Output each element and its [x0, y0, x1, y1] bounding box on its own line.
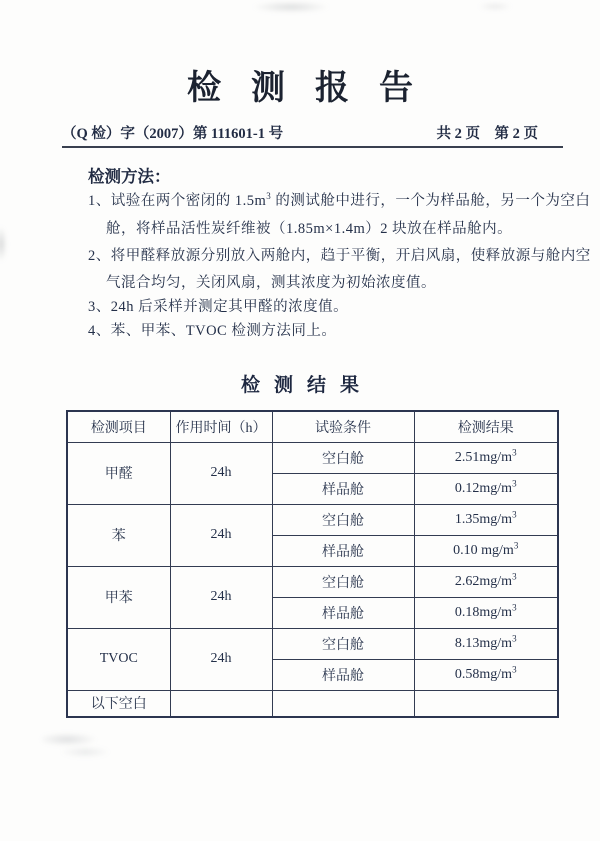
condition-cell: 空白舱 — [272, 566, 414, 597]
scan-smudge — [478, 2, 512, 11]
column-header-item: 检测项目 — [67, 411, 170, 442]
condition-cell: 空白舱 — [272, 504, 414, 535]
column-header-time: 作用时间（h） — [170, 411, 272, 442]
result-value: 0.58mg/m — [454, 666, 513, 682]
duration-cell: 24h — [170, 628, 272, 690]
doc-number: （Q 检）字（2007）第 111601-1 号 — [62, 126, 284, 142]
method-line — [106, 273, 436, 293]
result-cell — [414, 442, 558, 473]
results-table — [66, 410, 559, 718]
footer-note-cell: 以下空白 — [67, 690, 170, 717]
result-cell — [414, 504, 558, 535]
result-cell — [414, 473, 558, 504]
column-header-condition: 试验条件 — [272, 411, 414, 442]
result-cell — [414, 535, 558, 566]
document-header-row — [62, 122, 538, 143]
results-heading: 检测结果 — [240, 375, 373, 396]
superscript: 3 — [512, 663, 517, 674]
method-line — [106, 219, 512, 239]
superscript: 3 — [512, 632, 517, 643]
superscript: 3 — [512, 508, 517, 519]
result-value: 2.51mg/m — [454, 449, 513, 465]
condition-cell: 样品舱 — [272, 473, 414, 504]
scan-smudge — [0, 226, 7, 262]
condition-cell: 样品舱 — [272, 597, 414, 628]
method-line — [88, 297, 348, 317]
condition-cell: 样品舱 — [272, 659, 414, 690]
empty-cell — [272, 690, 414, 717]
result-value: 8.13mg/m — [454, 635, 513, 651]
result-value: 0.10 mg/m — [453, 542, 514, 558]
item-cell: TVOC — [67, 628, 170, 690]
method-text: 1、试验在两个密闭的 1.5m — [88, 193, 267, 209]
method-text: 4、苯、甲苯、TVOC 检测方法同上。 — [88, 323, 337, 339]
method-text: 的测试舱中进行，一个为样品舱，另一个为空白 — [271, 193, 591, 209]
superscript: 3 — [513, 539, 519, 550]
method-text: 舱，将样品活性炭纤维被（1.85m×1.4m）2 块放在样品舱内。 — [106, 221, 513, 237]
condition-cell: 样品舱 — [272, 535, 414, 566]
empty-cell — [170, 690, 272, 717]
item-cell: 苯 — [67, 504, 170, 566]
result-cell — [414, 628, 558, 659]
page-indicator: 共 2 页 第 2 页 — [436, 126, 538, 142]
method-line — [88, 191, 590, 211]
result-cell — [414, 659, 558, 690]
result-cell — [414, 566, 558, 597]
superscript: 3 — [266, 191, 272, 202]
superscript: 3 — [512, 477, 517, 488]
item-cell: 甲醛 — [67, 442, 170, 504]
condition-cell: 空白舱 — [272, 628, 414, 659]
empty-cell — [414, 690, 558, 717]
column-header-result: 检测结果 — [414, 411, 558, 442]
result-value: 0.12mg/m — [454, 480, 513, 496]
superscript: 3 — [512, 601, 517, 612]
scan-smudge — [42, 731, 114, 759]
methods-heading: 检测方法： — [88, 167, 171, 186]
result-cell — [414, 597, 558, 628]
result-value: 1.35mg/m — [454, 511, 513, 527]
duration-cell: 24h — [170, 504, 272, 566]
report-title: 检测报告 — [187, 70, 443, 107]
method-text: 2、将甲醛释放源分别放入两舱内，趋于平衡，开启风扇，使释放源与舱内空 — [88, 248, 591, 264]
method-line — [88, 246, 591, 266]
method-line — [88, 321, 336, 341]
duration-cell: 24h — [170, 566, 272, 628]
condition-cell: 空白舱 — [272, 442, 414, 473]
duration-cell: 24h — [170, 442, 272, 504]
scan-smudge — [252, 1, 330, 13]
superscript: 3 — [512, 446, 517, 457]
item-cell: 甲苯 — [67, 566, 170, 628]
result-value: 0.18mg/m — [454, 604, 513, 620]
result-value: 2.62mg/m — [454, 573, 513, 589]
method-text: 3、24h 后采样并测定其甲醛的浓度值。 — [88, 299, 349, 315]
method-text: 气混合均匀，关闭风扇，测其浓度为初始浓度值。 — [106, 275, 436, 291]
superscript: 3 — [512, 570, 517, 581]
header-divider — [62, 146, 563, 148]
